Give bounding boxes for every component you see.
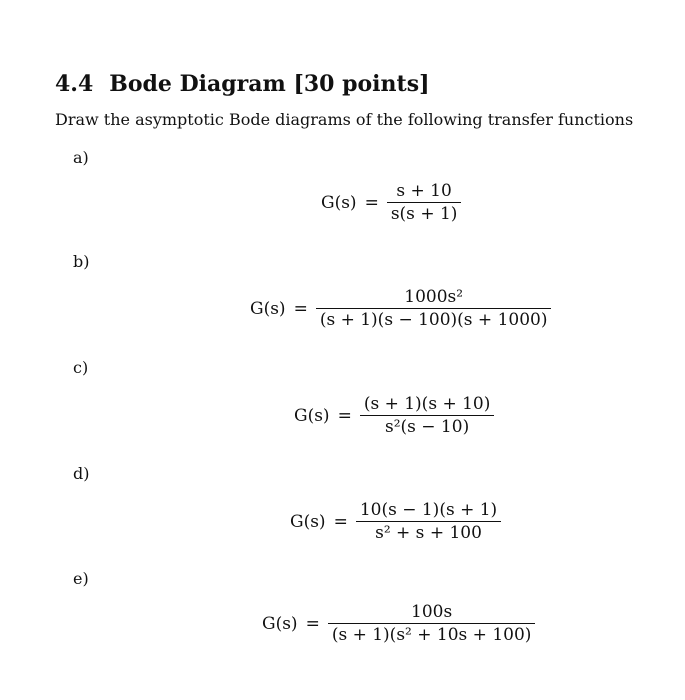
fraction	[316, 286, 552, 331]
section-title: Bode Diagram [30 points]	[109, 71, 430, 97]
equals-sign: =	[337, 405, 352, 426]
numerator: 10(s − 1)(s + 1)	[359, 500, 498, 520]
part-label-d: d)	[73, 464, 90, 483]
denominator: (s + 1)(s − 100)(s + 1000)	[319, 310, 548, 330]
equals-sign: =	[333, 511, 348, 532]
numerator: 100s	[411, 602, 453, 622]
equation-lhs: G(s)	[262, 613, 298, 634]
numerator: (s + 1)(s + 10)	[363, 394, 491, 414]
fraction	[328, 601, 536, 646]
equals-sign: =	[293, 298, 308, 319]
part-label-c: c)	[73, 358, 89, 377]
equals-sign: =	[364, 192, 379, 213]
equation-b	[250, 286, 551, 331]
section-heading	[55, 71, 430, 97]
equation-a	[321, 180, 461, 225]
part-label-b: b)	[73, 252, 90, 271]
fraction	[360, 393, 495, 438]
part-label-e: e)	[73, 569, 89, 588]
equation-lhs: G(s)	[321, 192, 357, 213]
equals-sign: =	[305, 613, 320, 634]
part-label-a: a)	[73, 148, 89, 167]
equation-lhs: G(s)	[290, 511, 326, 532]
numerator: 1000s²	[404, 287, 464, 307]
equation-e	[262, 601, 535, 646]
denominator: s² + s + 100	[375, 523, 482, 543]
denominator: (s + 1)(s² + 10s + 100)	[331, 625, 532, 645]
numerator: s + 10	[396, 181, 452, 201]
fraction	[356, 499, 501, 544]
denominator: s²(s − 10)	[384, 417, 470, 437]
equation-c	[294, 393, 494, 438]
equation-d	[290, 499, 501, 544]
denominator: s(s + 1)	[390, 204, 458, 224]
fraction	[387, 180, 462, 225]
instructions-text: Draw the asymptotic Bode diagrams of the following transfer functions	[55, 110, 634, 129]
equation-lhs: G(s)	[294, 405, 330, 426]
section-number: 4.4	[55, 71, 94, 97]
equation-lhs: G(s)	[250, 298, 286, 319]
